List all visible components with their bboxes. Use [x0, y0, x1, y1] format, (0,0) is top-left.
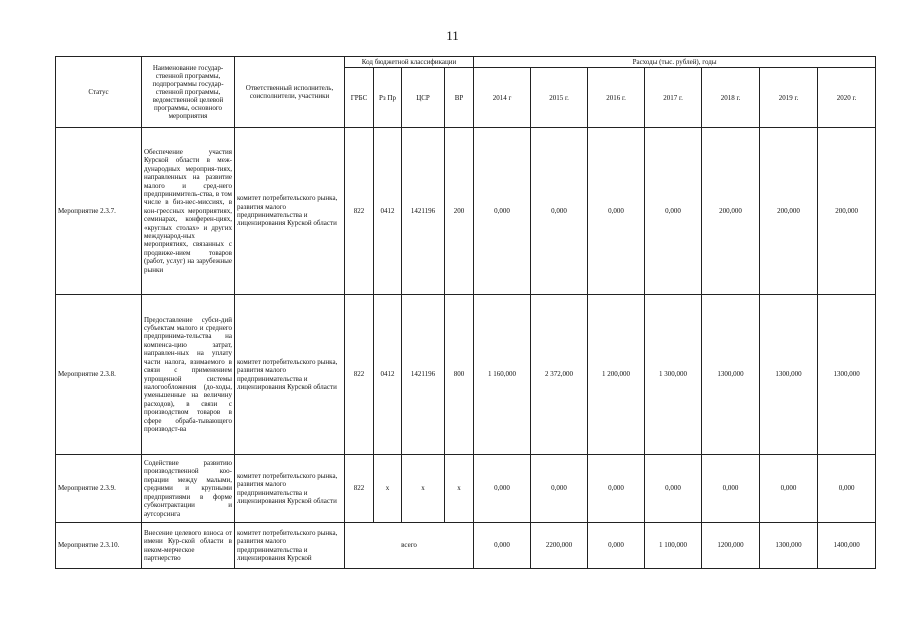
table-row: [56, 455, 876, 523]
row-csr: x: [402, 455, 445, 523]
row-value-2017: 0,000: [645, 128, 702, 295]
row-vr: 800: [445, 295, 474, 455]
header-expenses: Расходы (тыс. рублей), годы: [474, 57, 876, 68]
row-value-2015: 0,000: [531, 455, 588, 523]
row-value-2014: 1 160,000: [474, 295, 531, 455]
row-responsible: комитет потребительского рынка, развития малого предпринимательства и лицензирования Курской: [235, 523, 345, 569]
row-vr: 200: [445, 128, 474, 295]
row-value-2019: 1300,000: [760, 295, 818, 455]
row-rzpr: 0412: [374, 128, 402, 295]
row-value-2018: 1200,000: [702, 523, 760, 569]
table-row: [56, 295, 876, 455]
row-code-total-label: всего: [345, 523, 474, 569]
row-value-2015: 0,000: [531, 128, 588, 295]
header-budget-code: Код бюджетной классификации: [345, 57, 474, 68]
row-value-2017: 1 300,000: [645, 295, 702, 455]
row-value-2018: 200,000: [702, 128, 760, 295]
row-value-2018: 0,000: [702, 455, 760, 523]
row-value-2019: 1300,000: [760, 523, 818, 569]
row-grbs: 822: [345, 455, 374, 523]
row-value-2014: 0,000: [474, 455, 531, 523]
header-vr: ВР: [445, 68, 474, 128]
row-value-2020: 200,000: [818, 128, 876, 295]
row-value-2019: 200,000: [760, 128, 818, 295]
row-value-2016: 0,000: [588, 455, 645, 523]
table-row: [56, 128, 876, 295]
header-year-2015: 2015 г.: [531, 68, 588, 128]
row-value-2016: 1 200,000: [588, 295, 645, 455]
header-year-2019: 2019 г.: [760, 68, 818, 128]
row-value-2017: 1 100,000: [645, 523, 702, 569]
header-year-2017: 2017 г.: [645, 68, 702, 128]
row-status: Мероприятие 2.3.9.: [56, 455, 142, 523]
row-value-2020: 1400,000: [818, 523, 876, 569]
row-rzpr: x: [374, 455, 402, 523]
header-year-2016: 2016 г.: [588, 68, 645, 128]
row-value-2016: 0,000: [588, 128, 645, 295]
page-number: 11: [446, 28, 459, 43]
header-grbs: ГРБС: [345, 68, 374, 128]
row-rzpr: 0412: [374, 295, 402, 455]
row-responsible: комитет потребительского рынка, развития малого предпринимательства и лицензирования Курской области: [235, 128, 345, 295]
row-value-2015: 2200,000: [531, 523, 588, 569]
row-name: Содействие развитию производственной коо-перации между малыми, средними и крупными предприятиями в форме субконтрактации и аутсорсинга: [142, 455, 235, 523]
row-name: Предоставление субси-дий субъектам малого и среднего предпринима-тельства на компенса-цию затрат, направлен-ных на уплату части налога, взимаемого в связи с применением упрощенной системы налогообложения (до-ходы, уменьшенные на величину расходов), в связи с производством товаров в сфере обраба-тывающего производст-ва: [142, 295, 235, 455]
row-value-2020: 0,000: [818, 455, 876, 523]
header-year-2014: 2014 г: [474, 68, 531, 128]
row-status: Мероприятие 2.3.8.: [56, 295, 142, 455]
header-rzpr: Рз Пр: [374, 68, 402, 128]
row-responsible: комитет потребительского рынка, развития малого предпринимательства и лицензирования Курской области: [235, 295, 345, 455]
header-responsible: Ответственный исполнитель, соисполнители, участники: [235, 57, 345, 128]
budget-table: [55, 56, 876, 569]
row-value-2014: 0,000: [474, 523, 531, 569]
row-csr: 1421196: [402, 295, 445, 455]
row-grbs: 822: [345, 295, 374, 455]
row-vr: x: [445, 455, 474, 523]
row-responsible: комитет потребительского рынка, развития малого предпринимательства и лицензирования Курской области: [235, 455, 345, 523]
row-status: Мероприятие 2.3.10.: [56, 523, 142, 569]
header-year-2018: 2018 г.: [702, 68, 760, 128]
row-value-2019: 0,000: [760, 455, 818, 523]
header-csr: ЦСР: [402, 68, 445, 128]
header-year-2020: 2020 г.: [818, 68, 876, 128]
row-value-2014: 0,000: [474, 128, 531, 295]
row-csr: 1421196: [402, 128, 445, 295]
row-name: Обеспечение участия Курской области в меж-дународных мероприя-тиях, направленных на развитие малого и сред-него предпринимитель-ства, в том числе в биз-нес-миссиях, в кон-грессных мероприятиях, семинарах, конферен-циях, «круглых столах» и других международ-ных мероприятиях, связанных с продвиже-нием товаров (работ, услуг) на зарубежные рынки: [142, 128, 235, 295]
row-value-2018: 1300,000: [702, 295, 760, 455]
table-row: [56, 523, 876, 569]
row-grbs: 822: [345, 128, 374, 295]
header-name: Наименование государ-ственной программы, подпрограммы государ-ственной программы, ведомственной целевой программы, основного мероприятия: [142, 57, 235, 128]
row-value-2015: 2 372,000: [531, 295, 588, 455]
row-value-2020: 1300,000: [818, 295, 876, 455]
row-value-2017: 0,000: [645, 455, 702, 523]
row-status: Мероприятие 2.3.7.: [56, 128, 142, 295]
row-value-2016: 0,000: [588, 523, 645, 569]
header-status: Статус: [56, 57, 142, 128]
row-name: Внесение целевого взноса от имени Кур-ской области в неком-мерческое партнерство: [142, 523, 235, 569]
